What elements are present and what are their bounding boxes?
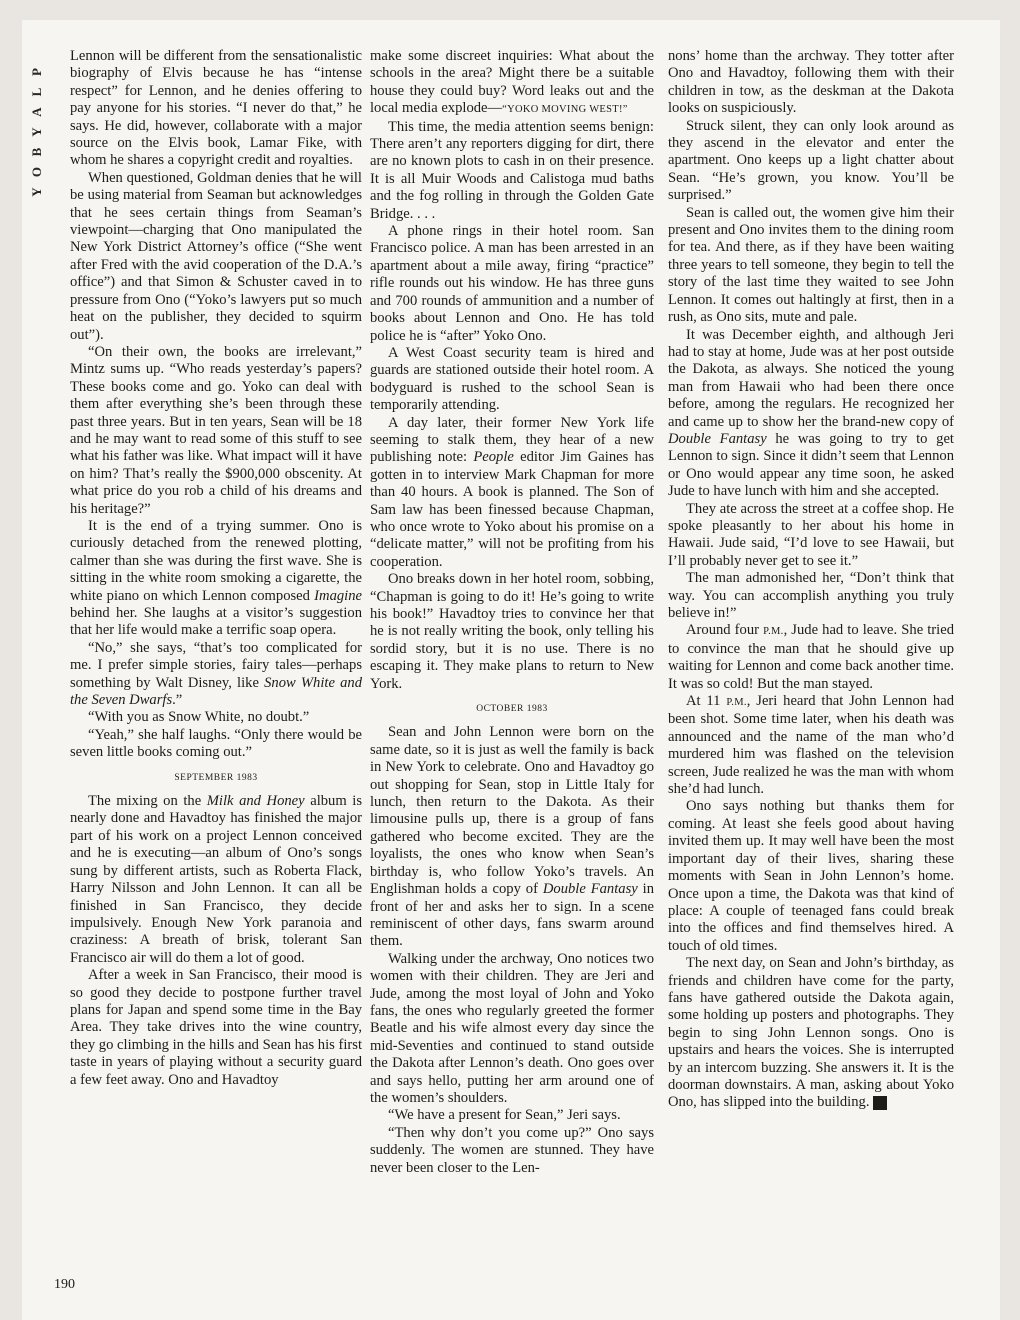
section-dateline: OCTOBER 1983	[476, 704, 548, 715]
paragraph: It was December eighth, and although Jeri had to stay at home, Jude was at her post outside the Dakota, as always. She noticed the young man from Hawaii who had been there once before, among the regulars. He recognized her and came up to show her the brand-new copy of Double Fantasy he was going to try to get Lennon to sign. Since it didn’t seem that Lennon or Ono would appear any time soon, he asked Jude to have lunch with him and she accepted.	[668, 326, 954, 500]
paragraph: Ono breaks down in her hotel room, sobbing, “Chapman is going to do it! He’s going to write his book!” Havadtoy tries to convince her that he is not really writing the book, only telling his sordid story, but it is no use. There is no escaping it. They make plans to return to New York.	[370, 571, 654, 692]
paragraph: “Then why don’t you come up?” Ono says suddenly. The women are stunned. They have never been closer to the Len-	[370, 1124, 654, 1176]
paragraph: make some discreet inquiries: What about the schools in the area? Might there be a suitable house they could buy? Word leaks out and the local media explode—“YOKO MOVING WEST!”	[370, 48, 654, 117]
paragraph: Struck silent, they can only look around as they ascend in the elevator and enter the apartment. Ono keeps up a light chatter about Sean. “He’s grown, you know. You’ll be surprised.”	[668, 117, 954, 204]
paragraph: Around four P.M., Jude had to leave. She tried to convince the man that he should give up waiting for Lennon and come back another time. It was so cold! But the man stayed.	[668, 622, 955, 692]
paragraph: A phone rings in their hotel room. San Francisco police. A man has been arrested in an apartment about a mile away, firing “practice” rifle rounds out his window. He has three guns and 700 rounds of ammunition and a number of books about Lennon and Ono. He has told police he is “after” Yoko Ono.	[370, 223, 654, 344]
paragraph: When questioned, Goldman denies that he will be using material from Seaman but acknowledges that he sees certain things from Seaman’s viewpoint—charging that Ono manipulated the New York District Attorney’s office (“She went after Fred with the avid cooperation of the D.A.’s office”) and that Simon & Schuster caved in to pressure from Ono (“Yoko’s lawyers put so much heat on the publisher, they decided to squirm out”).	[70, 169, 362, 343]
paragraph: The next day, on Sean and John’s birthday, as friends and children have come for the party, fans have gathered outside the Dakota again, some holding up posters and photographs. They begin to sing John Lennon songs. Ono is upstairs and hears the voices. She is interrupted by an intercom buzzing. She answers it. It is the doorman downstairs. A man, asking about Yoko Ono, has slipped into the building. ◆	[668, 955, 954, 1111]
paragraph: “We have a present for Sean,” Jeri says.	[388, 1107, 621, 1124]
page-number: 190	[54, 1277, 75, 1292]
paragraph: A West Coast security team is hired and guards are stationed outside their hotel room. A bodyguard is rushed to the school Sean is temporarily attending.	[370, 344, 654, 414]
paragraph: It is the end of a trying summer. Ono is curiously detached from the renewed plotting, calmer than she was during the first wave. She is sitting in the white room smoking a cigarette, the white piano on which Lennon composed Imagine behind her. She laughs at a visitor’s suggestion that her life would make a terrific soap opera.	[70, 517, 362, 639]
text-column-3	[668, 48, 954, 1293]
paragraph: “With you as Snow White, no doubt.”	[88, 709, 310, 726]
paragraph: They ate across the street at a coffee shop. He spoke pleasantly to her about his home in Hawaii. Jude said, “I’d love to see Hawaii, but I’ll probably never get to see it.”	[668, 500, 954, 569]
end-mark-bunny-icon: ◆	[873, 1096, 887, 1110]
paragraph: The mixing on the Milk and Honey album is nearly done and Havadtoy has finished the major part of his work on a project Lennon conceived and he is executing—an album of Ono’s songs sung by different artists, such as Roberta Flack, Harry Nilsson and John Lennon. It can all be finished in San Francisco, they decide impulsively. Enough New York paranoia and craziness: A breath of brisk, tolerant San Francisco air will do them a lot of good.	[70, 793, 362, 966]
sidebar-title-text: P L A Y B O Y	[29, 68, 44, 197]
paragraph: “Yeah,” she half laughs. “Only there would be seven little books coming out.”	[70, 726, 362, 761]
paragraph: Lennon will be different from the sensationalistic biography of Elvis because he has “intense respect” for Lennon, and he denies offering to pay anyone for his stories. “I never do that,” he says. He did, however, collaborate with a major source on the Elvis book, Lamar Fike, with whom he shares a copyright credit and royalties.	[70, 48, 362, 169]
paragraph: Walking under the archway, Ono notices two women with their children. They are Jeri and Jude, among the most loyal of John and Yoko fans, the ones who regularly greeted the former Beatle and his wife almost every day since the mid-Seventies and continued to stand outside the Dakota after Lennon’s death. Ono goes over and says hello, putting her arm around one of the women’s shoulders.	[370, 950, 654, 1106]
paragraph: After a week in San Francisco, their mood is so good they decide to postpone further travel plans for Japan and spend some time in the Bay Area. They take drives into the wine country, they go climbing in the hills and Sean has his first taste in years of playing without a security guard a few feet away. Ono and Havadtoy	[70, 967, 362, 1088]
magazine-sidebar-title	[30, 62, 44, 202]
paragraph: At 11 P.M., Jeri heard that John Lennon had been shot. Some time later, when his death was announced and the name of the man who’d murdered him was flashed on the television screen, Jude realized he was the man with whom she’d had lunch.	[668, 693, 954, 798]
paragraph: “On their own, the books are irrelevant,” Mintz sums up. “Who reads yesterday’s papers? These books come and go. Yoko can deal with them after everything she’s been through these past three years. But in ten years, Sean will be 18 and he may want to read some of this stuff to see what his father was like. What impact will it have on him? That’s really the $900,000 obscenity. At what price do you rob a child of his dreams and his heritage?”	[70, 343, 362, 517]
section-dateline: SEPTEMBER 1983	[174, 772, 258, 783]
paragraph: Ono says nothing but thanks them for coming. At least she feels good about having invited them up. It may well have been the most important day of their lives, sharing these moments with Sean in John Lennon’s home. Once upon a time, the Dakota was that kind of place: A couple of teenaged fans could break into the offices and find themselves hired. A touch of old times.	[668, 798, 954, 954]
text-column-1	[70, 48, 362, 1293]
paragraph: Sean and John Lennon were born on the same date, so it is just as well the family is back in New York to celebrate. Ono and Havadtoy go out shopping for Sean, stop in Little Italy for lunch, then return to the Dakota. As their limousine pulls up, there is a group of fans gathered who become excited. They are the loyalists, the ones who know when Sean’s birthday is, who follow Yoko’s travels. An Englishman holds a copy of Double Fantasy in front of her and asks her to sign. In a scene reminiscent of other days, fans swarm around them.	[370, 724, 655, 950]
paragraph: A day later, their former New York life seeming to stalk them, they hear of a new publishing note: People editor Jim Gaines has gotten in to interview Mark Chapman for more than 40 hours. A book is planned. The Son of Sam law has been finessed because Chapman, who once wrote to Yoko about his promise on a “delicate matter,” will not be profiting from his cooperation.	[370, 414, 654, 570]
paragraph: The man admonished her, “Don’t think that way. You can accomplish anything you truly believe in!”	[668, 570, 954, 621]
paragraph: nons’ home than the archway. They totter after Ono and Havadtoy, following them with their children in tow, as the deskman at the Dakota looks on suspiciously.	[668, 48, 954, 117]
text-column-2	[370, 48, 654, 1293]
paragraph: Sean is called out, the women give him their present and Ono invites them to the dining room for tea. And there, as if they have been waiting three years to tell someone, they begin to tell the story of the last time they waited to see John Lennon. It comes out haltingly at first, then in a rush, as Ono sits, mute and pale.	[668, 204, 954, 326]
paragraph: This time, the media attention seems benign: There aren’t any reporters digging for dirt, there are no known plots to cash in on their presence. It is all Muir Woods and Calistoga mud baths and the fog rolling in through the Golden Gate Bridge. . . .	[370, 118, 654, 222]
paragraph: “No,” she says, “that’s too complicated for me. I prefer simple stories, fairy tales—perhaps something by Walt Disney, like Snow White and the Seven Dwarfs.”	[70, 639, 363, 709]
